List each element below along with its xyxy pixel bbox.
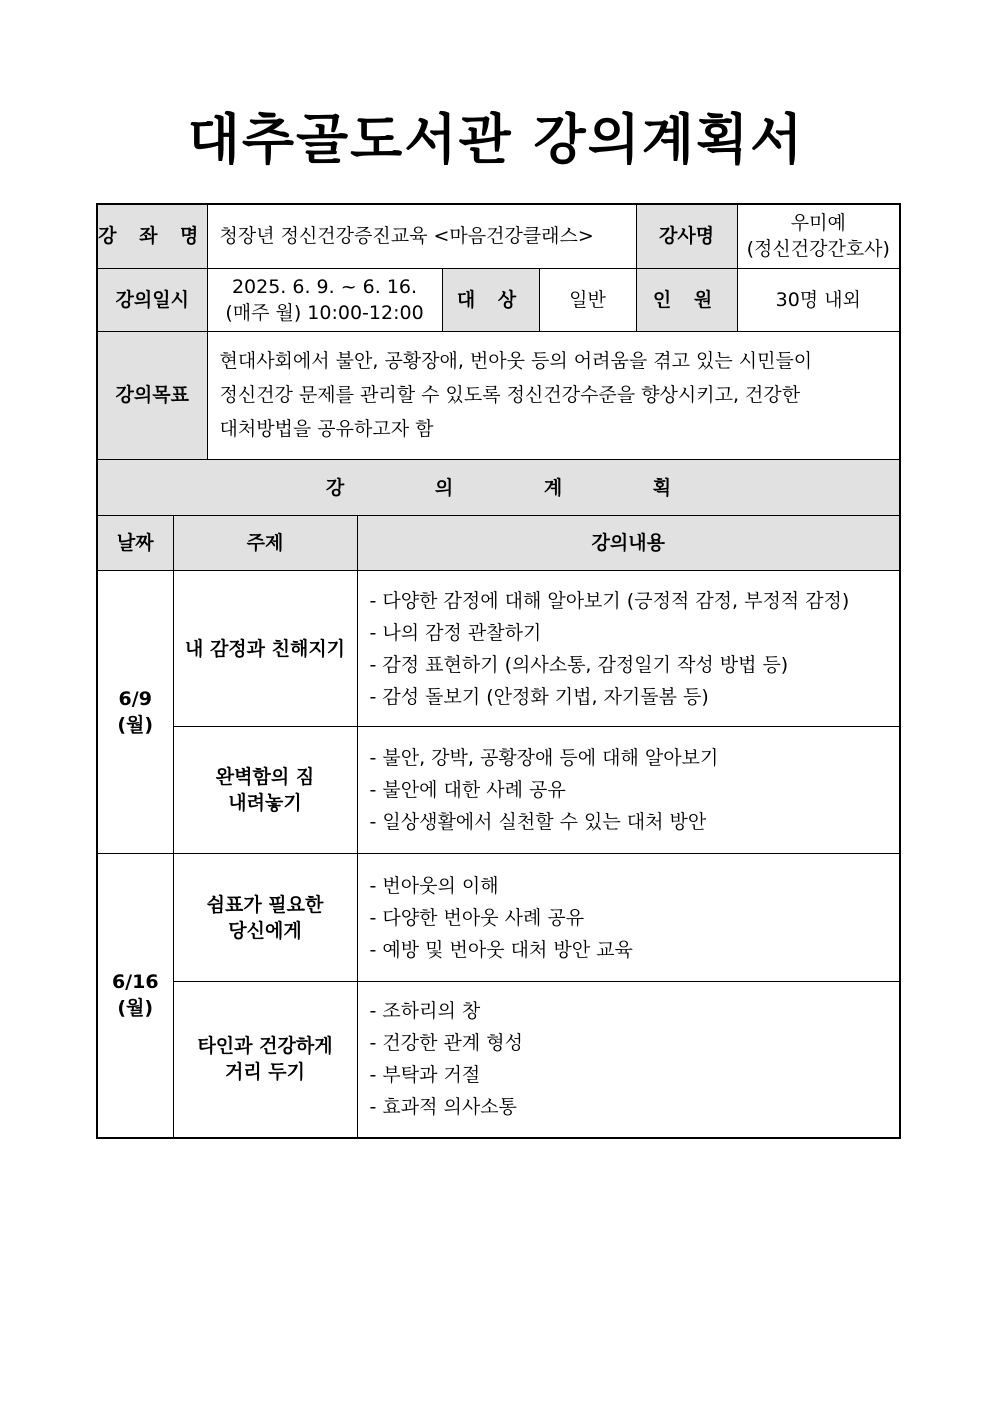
schedule-label: 강의일시 bbox=[97, 268, 207, 331]
target-value: 일반 bbox=[539, 268, 636, 331]
list-item: - 번아웃의 이해 bbox=[369, 874, 499, 897]
list-item: - 건강한 관계 형성 bbox=[369, 1032, 523, 1055]
table-row bbox=[97, 854, 900, 982]
session-day: (월) bbox=[117, 714, 154, 736]
instructor-label: 강사명 bbox=[636, 204, 737, 268]
session-date-cell bbox=[97, 854, 173, 1138]
list-item: - 효과적 의사소통 bbox=[369, 1096, 517, 1119]
instructor-value bbox=[737, 204, 900, 268]
content-header: 강의내용 bbox=[357, 516, 900, 571]
target-label: 대 상 bbox=[442, 268, 539, 331]
list-item: - 불안, 강박, 공황장애 등에 대해 알아보기 bbox=[369, 747, 719, 769]
topic-content bbox=[357, 982, 900, 1138]
goal-value bbox=[207, 331, 900, 460]
course-info-table bbox=[96, 203, 901, 461]
session-date-cell bbox=[97, 571, 173, 854]
table-row bbox=[97, 727, 900, 854]
list-item: - 감성 돌보기 (안정화 기법, 자기돌봄 등) bbox=[369, 685, 709, 708]
topic-content bbox=[357, 854, 900, 982]
session-date: 6/16 bbox=[111, 971, 159, 994]
list-item: - 감정 표현하기 (의사소통, 감정일기 작성 방법 등) bbox=[369, 653, 789, 676]
table-row bbox=[97, 982, 900, 1138]
list-item: - 불안에 대한 사례 공유 bbox=[369, 779, 566, 801]
instructor-name: 우미예 bbox=[790, 212, 846, 235]
topic-title-line: 내려놓기 bbox=[228, 792, 302, 814]
topic-content bbox=[357, 727, 900, 854]
topic-title-line: 타인과 건강하게 bbox=[197, 1035, 333, 1058]
goal-line: 현대사회에서 불안, 공황장애, 번아웃 등의 어려움을 겪고 있는 시민들이 bbox=[219, 350, 813, 373]
page-title: 대추골도서관 강의계획서 bbox=[187, 108, 805, 171]
session-date: 6/9 bbox=[118, 688, 152, 710]
session-day: (월) bbox=[117, 997, 154, 1020]
topic-title bbox=[173, 854, 357, 982]
instructor-title: (정신건강간호사) bbox=[746, 238, 890, 261]
topic-title-line: 내 감정과 친해지기 bbox=[184, 637, 346, 660]
topic-title-line: 당신에게 bbox=[228, 919, 302, 942]
schedule-value bbox=[207, 268, 442, 331]
goal-label: 강의목표 bbox=[97, 331, 207, 460]
topic-header: 주제 bbox=[173, 516, 357, 571]
topic-title bbox=[173, 571, 357, 727]
lecture-plan-table bbox=[96, 459, 901, 1139]
list-item: - 다양한 번아웃 사례 공유 bbox=[369, 906, 585, 929]
capacity-label: 인 원 bbox=[636, 268, 737, 331]
schedule-dates: 2025. 6. 9. ~ 6. 16. bbox=[231, 275, 418, 298]
list-item: - 조하리의 창 bbox=[369, 1000, 481, 1023]
date-header: 날짜 bbox=[97, 516, 173, 571]
goal-line: 정신건강 문제를 관리할 수 있도록 정신건강수준을 향상시키고, 건강한 bbox=[219, 384, 801, 407]
list-item: - 다양한 감정에 대해 알아보기 (긍정적 감정, 부정적 감정) bbox=[369, 589, 850, 612]
topic-content bbox=[357, 571, 900, 727]
course-name-label: 강 좌 명 bbox=[97, 204, 207, 268]
topic-title-line: 거리 두기 bbox=[224, 1061, 306, 1084]
schedule-time: (매주 월) 10:00-12:00 bbox=[225, 301, 424, 324]
list-item: - 예방 및 번아웃 대처 방안 교육 bbox=[369, 938, 633, 961]
list-item: - 부탁과 거절 bbox=[369, 1064, 481, 1087]
topic-title bbox=[173, 982, 357, 1138]
course-name-value: 청장년 정신건강증진교육 <마음건강클래스> bbox=[207, 204, 636, 268]
plan-section-title-text: 강 의 계 획 bbox=[325, 476, 714, 499]
topic-title bbox=[173, 727, 357, 854]
list-item: - 나의 감정 관찰하기 bbox=[369, 621, 542, 644]
table-row bbox=[97, 571, 900, 727]
topic-title-line: 쉼표가 필요한 bbox=[206, 893, 324, 916]
plan-section-title bbox=[97, 460, 900, 516]
topic-title-line: 완벽함의 짐 bbox=[215, 766, 315, 788]
goal-line: 대처방법을 공유하고자 함 bbox=[219, 418, 434, 441]
capacity-value: 30명 내외 bbox=[737, 268, 900, 331]
list-item: - 일상생활에서 실천할 수 있는 대처 방안 bbox=[369, 811, 707, 833]
